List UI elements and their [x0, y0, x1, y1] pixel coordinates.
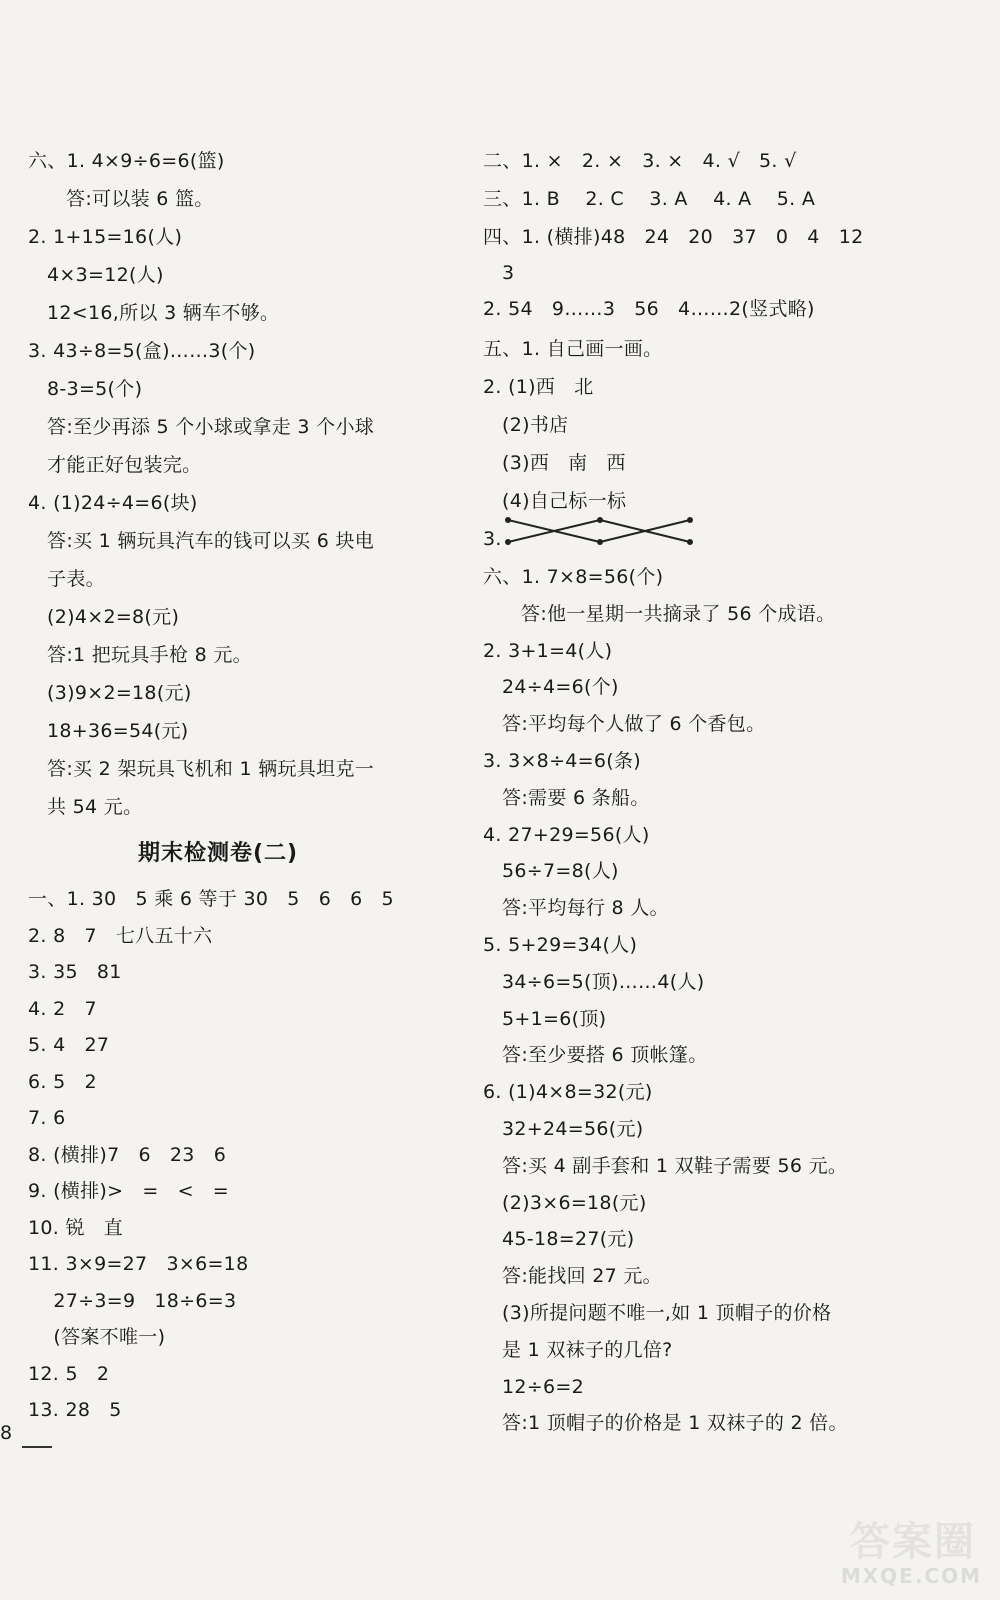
- answer-line: 45-18=27(元): [483, 1228, 635, 1251]
- answer-line: 9. (横排)> = < =: [28, 1180, 230, 1202]
- answer-line: (3)西 南 西: [483, 452, 626, 474]
- answer-line: (2)3×6=18(元): [483, 1191, 647, 1214]
- answer-line: 答:平均每个人做了 6 个香包。: [483, 713, 766, 736]
- answer-line: 32+24=56(元): [483, 1118, 644, 1140]
- answer-line: 答:1 把玩具手枪 8 元。: [28, 644, 252, 666]
- answer-line: 3: [483, 262, 515, 284]
- answer-line: 3. 3×8÷4=6(条): [483, 750, 642, 772]
- answer-line: 4. 2 7: [28, 997, 97, 1020]
- answer-line: 12. 5 2: [28, 1362, 110, 1385]
- answer-line: 3. 35 81: [28, 961, 122, 983]
- answer-line: 六、1. 7×8=56(个): [483, 566, 664, 588]
- answer-line: 答:至少要搭 6 顶帐篷。: [483, 1044, 708, 1067]
- answer-line: 2. (1)西 北: [483, 376, 594, 398]
- page-number-dash: [22, 1446, 52, 1448]
- answer-line: 3. 43÷8=5(盒)……3(个): [28, 340, 256, 362]
- answer-line: 2. 1+15=16(人): [28, 226, 183, 248]
- watermark-logo: [802, 1510, 982, 1590]
- answer-line: 56÷7=8(人): [483, 860, 619, 883]
- answer-line: 共 54 元。: [28, 796, 143, 818]
- answer-line: 子表。: [28, 568, 105, 590]
- answer-line: 答:平均每行 8 人。: [483, 897, 669, 920]
- answer-line: (3)所提问题不唯一,如 1 顶帽子的价格: [483, 1302, 832, 1324]
- answer-line: 12÷6=2: [483, 1375, 585, 1398]
- answer-line: 3.: [483, 528, 502, 550]
- answer-line: (2)书店: [483, 414, 569, 436]
- answer-line: (2)4×2=8(元): [28, 606, 180, 628]
- answer-line: 2. 3+1=4(人): [483, 639, 613, 662]
- answer-line: 答:买 1 辆玩具汽车的钱可以买 6 块电: [28, 530, 375, 552]
- answer-line: 4. (1)24÷4=6(块): [28, 492, 198, 514]
- answer-line: (4)自己标一标: [483, 490, 627, 512]
- bleed-through-decoration: [250, 160, 255, 180]
- answer-line: 18+36=54(元): [28, 720, 189, 742]
- answer-line: 五、1. 自己画一画。: [483, 338, 663, 360]
- answer-line: 8-3=5(个): [28, 378, 143, 400]
- answer-line: 二、1. × 2. × 3. × 4. √ 5. √: [483, 150, 797, 172]
- answer-line: 三、1. B 2. C 3. A 4. A 5. A: [483, 188, 816, 210]
- answer-line: 5+1=6(顶): [483, 1007, 607, 1030]
- answer-line: 是 1 双袜子的几倍?: [483, 1338, 673, 1361]
- answer-line: 27÷3=9 18÷6=3: [28, 1289, 237, 1312]
- answer-line: (3)9×2=18(元): [28, 682, 192, 704]
- section-title: 期末检测卷(二): [138, 841, 299, 866]
- answer-line: 四、1. (横排)48 24 20 37 0 4 12: [483, 226, 864, 248]
- answer-line: 答:1 顶帽子的价格是 1 双袜子的 2 倍。: [483, 1412, 848, 1435]
- answer-line: 24÷4=6(个): [483, 676, 619, 699]
- watermark-big-text: 答案圈: [850, 1519, 976, 1565]
- answer-line: 4. 27+29=56(人): [483, 823, 650, 846]
- answer-line: 4×3=12(人): [28, 264, 164, 286]
- matching-lines-diagram: [500, 510, 700, 550]
- answer-line: 答:可以装 6 篮。: [28, 188, 214, 210]
- answer-line: 6. (1)4×8=32(元): [483, 1081, 653, 1104]
- answer-line: 答:能找回 27 元。: [483, 1265, 662, 1288]
- answer-line: 才能正好包装完。: [28, 454, 202, 476]
- answer-line: 10. 锐 直: [28, 1216, 124, 1239]
- answer-line: 6. 5 2: [28, 1070, 97, 1093]
- answer-line: 8. (横排)7 6 23 6: [28, 1143, 227, 1166]
- answer-line: 7. 6: [28, 1107, 66, 1129]
- answer-line: 六、1. 4×9÷6=6(篮): [28, 150, 225, 172]
- answer-line: 2. 8 7 七八五十六: [28, 924, 213, 947]
- answer-line: 12<16,所以 3 辆车不够。: [28, 302, 280, 324]
- answer-line: 13. 28 5: [28, 1399, 122, 1421]
- answer-line: 答:至少再添 5 个小球或拿走 3 个小球: [28, 416, 375, 438]
- answer-line: 2. 54 9……3 56 4……2(竖式略): [483, 298, 815, 320]
- page-number: 8: [0, 1422, 13, 1444]
- answer-line: 答:买 4 副手套和 1 双鞋子需要 56 元。: [483, 1154, 848, 1177]
- answer-line: 5. 5+29=34(人): [483, 934, 638, 956]
- answer-line: 答:需要 6 条船。: [483, 786, 650, 809]
- answer-line: 答:他一星期一共摘录了 56 个成语。: [483, 602, 836, 625]
- answer-line: 34÷6=5(顶)……4(人): [483, 970, 705, 993]
- answer-line: 一、1. 30 5 乘 6 等于 30 5 6 6 5: [28, 888, 394, 910]
- answer-line: 5. 4 27: [28, 1034, 110, 1056]
- watermark-url-text: MXQE.COM: [840, 1564, 982, 1588]
- answer-line: 答:买 2 架玩具飞机和 1 辆玩具坦克一: [28, 758, 375, 780]
- answer-line: (答案不唯一): [28, 1326, 166, 1348]
- answer-line: 11. 3×9=27 3×6=18: [28, 1253, 249, 1275]
